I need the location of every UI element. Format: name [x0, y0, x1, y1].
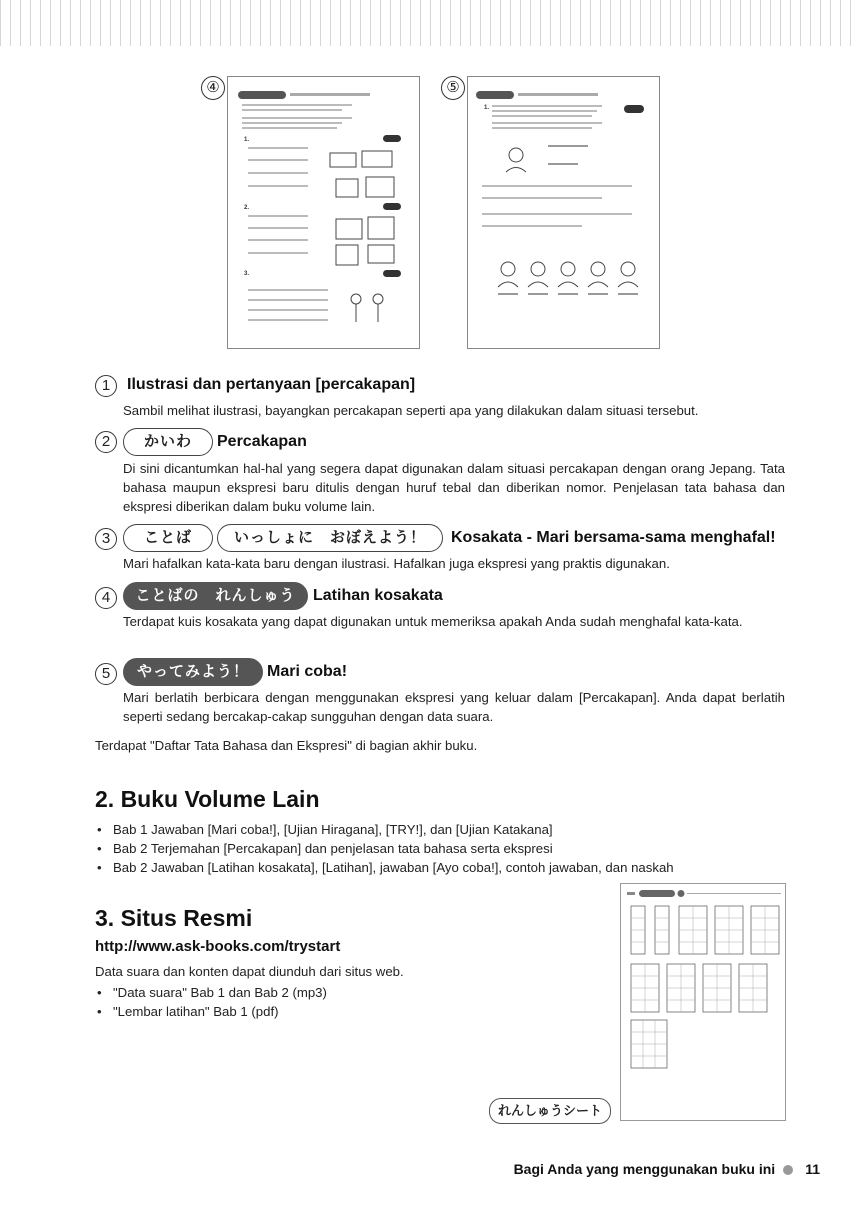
item-number-5: 5 [95, 663, 117, 685]
top-decorative-stripes [0, 0, 860, 46]
list-item: • Bab 2 Terjemahan [Percakapan] dan penjelasan tata bahasa serta ekspresi [95, 839, 674, 858]
thumbnail-number-4: ④ [201, 76, 225, 100]
list-item: • Bab 1 Jawaban [Mari coba!], [Ujian Hiragana], [TRY!], dan [Ujian Katakana] [95, 820, 674, 839]
pill-issho-ni-oboeyou: いっしょに おぼえよう！ [217, 524, 443, 552]
item-number-2: 2 [95, 431, 117, 453]
pill-kotoba: ことば [123, 524, 213, 552]
practice-sheet-thumbnail [620, 883, 786, 1121]
list-item: • "Data suara" Bab 1 dan Bab 2 (mp3) [95, 983, 327, 1002]
item-number-3: 3 [95, 528, 117, 550]
official-site-link[interactable]: http://www.ask-books.com/trystart [95, 938, 341, 955]
list-item: • "Lembar latihan" Bab 1 (pdf) [95, 1002, 327, 1021]
footer-title: Bagi Anda yang menggunakan buku ini [513, 1161, 776, 1177]
page-number: 11 [805, 1161, 820, 1177]
thumbnail-try-it-page [467, 76, 660, 349]
item-number-1: 1 [95, 375, 117, 397]
item-2-text: Di sini dicantumkan hal-hal yang segera dapat digunakan dalam situasi percakapan dengan orang Jepang. Tata bahasa maupun ekspresi baru ditulis dengan huruf tebal dan diberikan nomor. Penjelasan tata bahasa dan ekspresi diberikan dalam buku volume lain. [123, 461, 785, 514]
svg-text:1.: 1. [484, 105, 490, 111]
item-number-4: 4 [95, 587, 117, 609]
section-3-intro: Data suara dan konten dapat diunduh dari situs web. [95, 964, 404, 979]
thumbnail-number-5: ⑤ [441, 76, 465, 100]
list-item: • Bab 2 Jawaban [Latihan kosakata], [Latihan], jawaban [Ayo coba!], contoh jawaban, dan naskah [95, 858, 674, 877]
item-3-title: Kosakata - Mari bersama-sama menghafal! [451, 529, 776, 546]
item-1-title: Ilustrasi dan pertanyaan [percakapan] [127, 376, 416, 393]
pill-kotoba-no-renshuu: ことばの れんしゅう [123, 582, 308, 610]
item-4-text: Terdapat kuis kosakata yang dapat digunakan untuk memeriksa apakah Anda sudah menghafal kata-kata. [123, 614, 743, 629]
svg-text:2.: 2. [244, 205, 250, 211]
practice-sheet-label: れんしゅうシート [489, 1098, 611, 1124]
svg-text:1.: 1. [244, 137, 250, 143]
item-4-title: Latihan kosakata [313, 587, 443, 604]
item-5-text: Mari berlatih berbicara dengan menggunakan ekspresi yang keluar dalam [Percakapan]. Anda dapat berlatih seperti sedang bercakap-cakap sungguhan dengan data suara. [123, 690, 785, 724]
pill-yatte-miyou: やってみよう！ [123, 658, 263, 686]
section-3-heading: 3. Situs Resmi [95, 905, 253, 931]
footer-dot-icon [783, 1165, 793, 1175]
item-2-title: Percakapan [217, 433, 307, 450]
section-3-list [95, 983, 327, 1021]
section-2-list [95, 820, 674, 877]
item-5-title: Mari coba! [267, 663, 348, 680]
thumbnail-vocab-practice-page [227, 76, 420, 349]
page-footer [514, 1161, 820, 1177]
item-1-text: Sambil melihat ilustrasi, bayangkan percakapan seperti apa yang dilakukan dalam situasi tersebut. [123, 403, 699, 418]
pill-kaiwa: かいわ [123, 428, 213, 456]
svg-text:3.: 3. [244, 271, 250, 277]
item-3-text: Mari hafalkan kata-kata baru dengan ilustrasi. Hafalkan juga ekspresi yang praktis digunakan. [123, 556, 670, 571]
appendix-note: Terdapat "Daftar Tata Bahasa dan Ekspresi" di bagian akhir buku. [95, 738, 478, 753]
section-2-heading: 2. Buku Volume Lain [95, 786, 320, 812]
